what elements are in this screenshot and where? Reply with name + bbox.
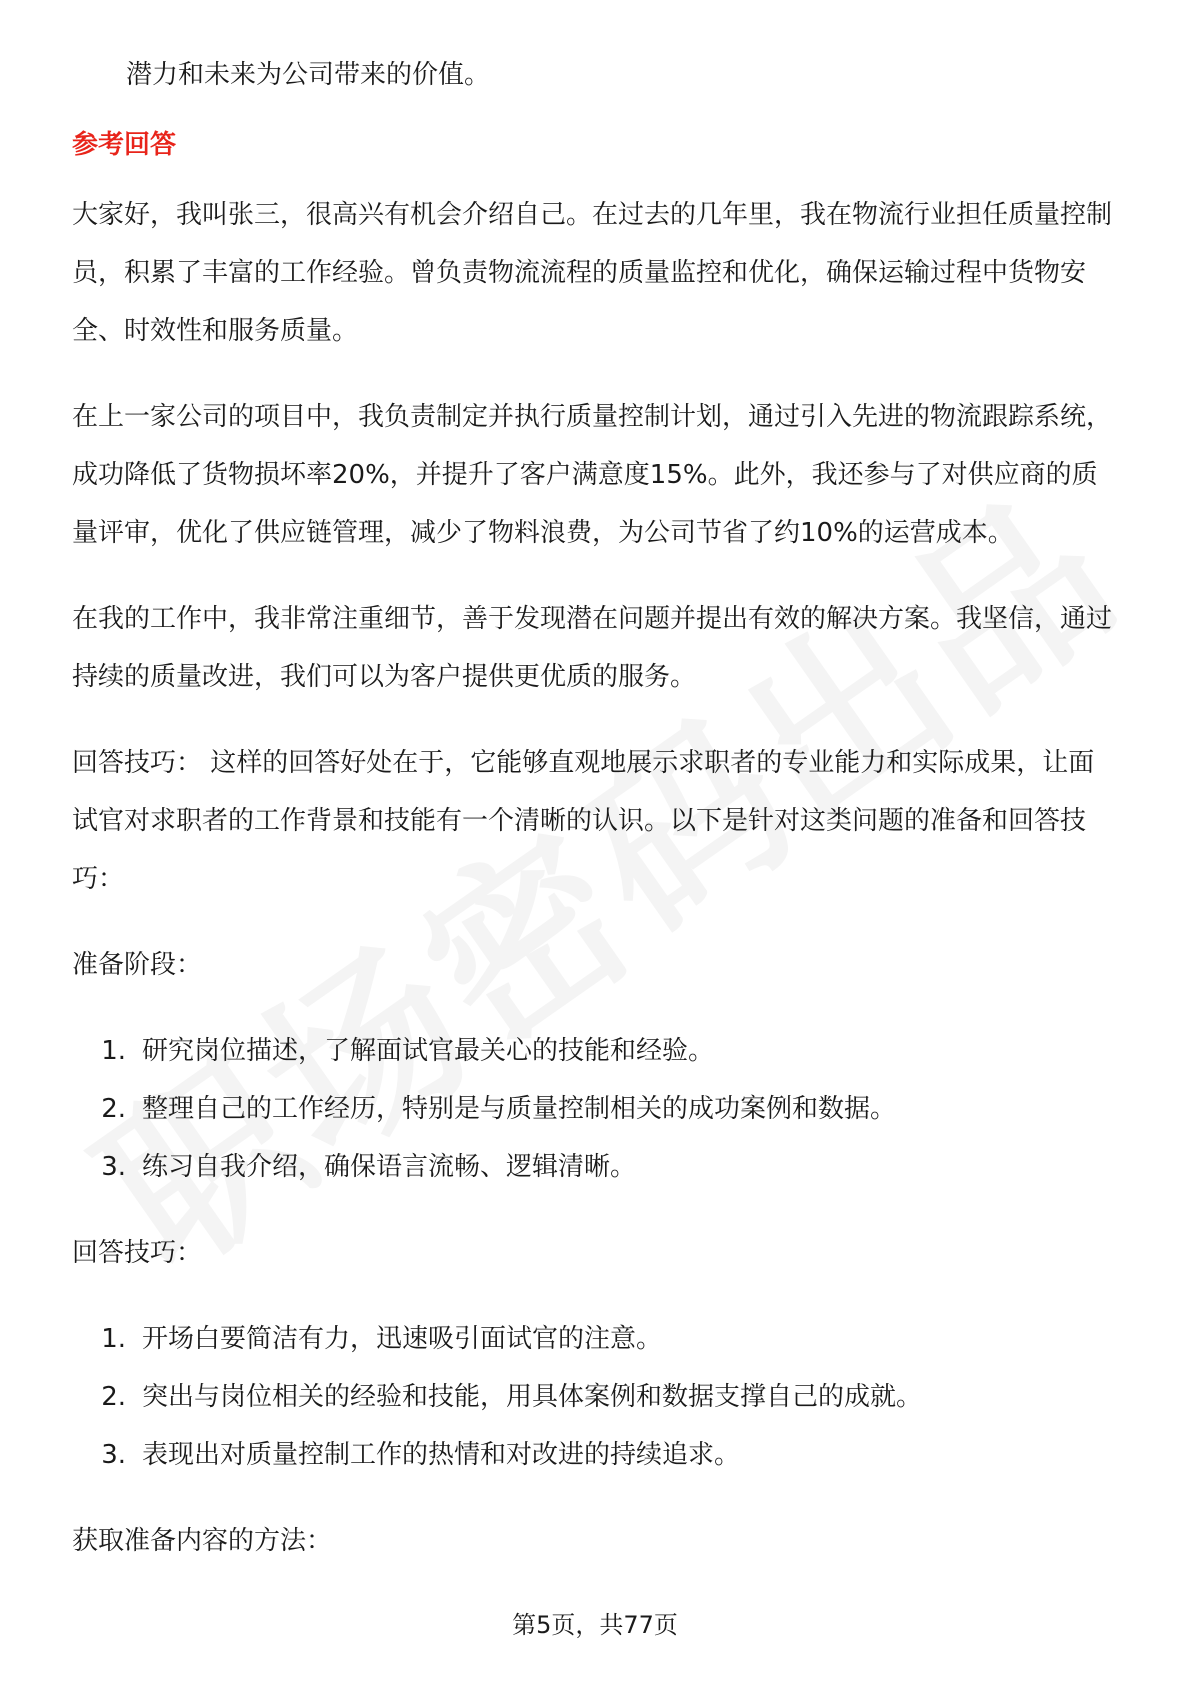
prep-heading: 准备阶段： [72, 950, 203, 980]
list-item: 2. 整理自己的工作经历，特别是与质量控制相关的成功案例和数据。 [101, 1094, 897, 1124]
continuation-text: 潜力和未来为公司带来的价值。 [126, 60, 491, 90]
page-footer: 第5页，共77页 [512, 1611, 678, 1639]
list-item: 1. 研究岗位描述，了解面试官最关心的技能和经验。 [101, 1036, 715, 1066]
tips-list [72, 1310, 1118, 1484]
page-content [72, 46, 1118, 1570]
answer-tips-paragraph: 回答技巧： 这样的回答好处在于，它能够直观地展示求职者的专业能力和实际成果，让面试官对求职者的工作背景和技能有一个清晰的认识。以下是针对这类问题的准备和回答技巧： [72, 748, 1095, 894]
prep-list [72, 1022, 1118, 1196]
method-heading: 获取准备内容的方法： [72, 1526, 333, 1556]
tips-heading: 回答技巧： [72, 1238, 203, 1268]
section-title: 参考回答 [72, 130, 177, 160]
answer-paragraph-1: 大家好，我叫张三，很高兴有机会介绍自己。在过去的几年里，我在物流行业担任质量控制员，积累了丰富的工作经验。曾负责物流流程的质量监控和优化，确保运输过程中货物安全、时效性和服务质量。 [72, 200, 1113, 346]
list-item: 2. 突出与岗位相关的经验和技能，用具体案例和数据支撑自己的成就。 [101, 1382, 923, 1412]
list-item: 1. 开场白要简洁有力，迅速吸引面试官的注意。 [101, 1324, 663, 1354]
list-item: 3. 表现出对质量控制工作的热情和对改进的持续追求。 [101, 1440, 741, 1470]
list-item: 3. 练习自我介绍，确保语言流畅、逻辑清晰。 [101, 1152, 637, 1182]
answer-paragraph-2: 在上一家公司的项目中，我负责制定并执行质量控制计划，通过引入先进的物流跟踪系统，成功降低了货物损坏率20%，并提升了客户满意度15%。此外，我还参与了对供应商的质量评审，优化了供应链管理，减少了物料浪费，为公司节省了约10%的运营成本。 [72, 402, 1113, 548]
answer-paragraph-3: 在我的工作中，我非常注重细节，善于发现潜在问题并提出有效的解决方案。我坚信，通过持续的质量改进，我们可以为客户提供更优质的服务。 [72, 604, 1113, 692]
